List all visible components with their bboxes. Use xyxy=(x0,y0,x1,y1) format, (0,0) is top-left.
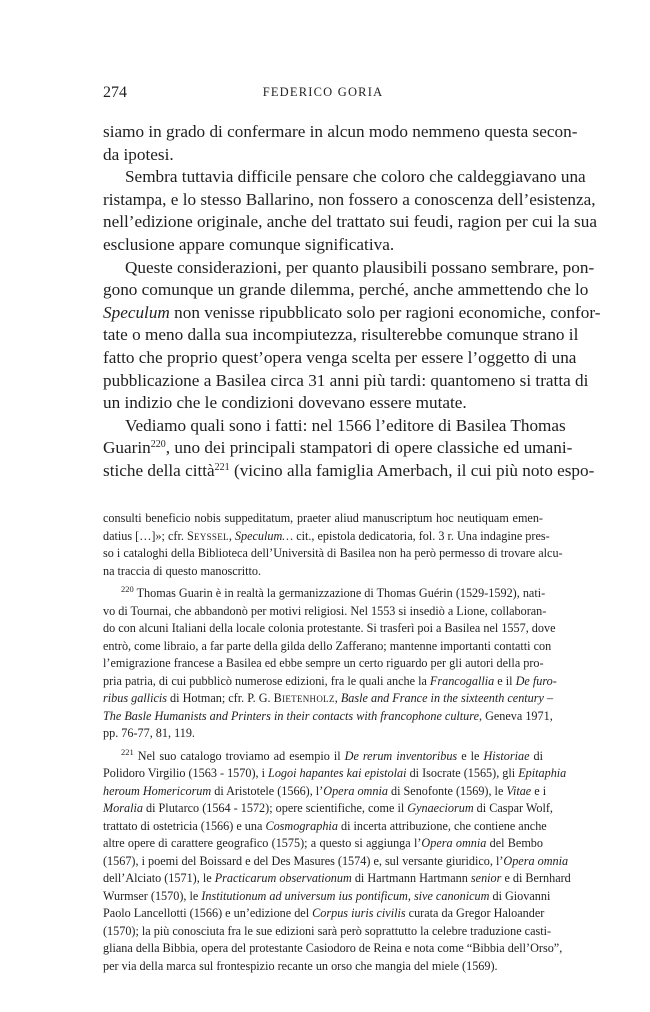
page-header xyxy=(103,84,543,106)
text-run: di Hartmann Hartmann xyxy=(351,871,471,885)
footnote-line: so i cataloghi della Biblioteca dell’Università di Basilea non ha però permesso di trovare alcu- xyxy=(103,546,563,560)
text-line: Vediamo quali sono i fatti: nel 1566 l’editore di Basilea Thomas xyxy=(125,415,566,435)
footnote-line xyxy=(103,783,547,801)
italic-title: ribus gallicis xyxy=(103,691,167,705)
text-run: di Isocrate (1565), gli xyxy=(406,766,519,780)
footnote-220 xyxy=(103,584,557,743)
footnote-line xyxy=(103,528,550,546)
footnote-line: pp. 76-77, 81, 119. xyxy=(103,726,195,740)
text-run: , uno dei principali stampatori di opere classiche ed umani- xyxy=(165,438,573,458)
footnote-line xyxy=(103,853,569,871)
footnote-line xyxy=(103,584,546,603)
footnote-line: (1570); la più conosciuta fra le sue edizioni sarà però soprattutto la celebre traduzione casti- xyxy=(103,923,552,938)
paragraph xyxy=(103,166,597,256)
footnote-line: do con alcuni Italiani della locale colonia protestante. Si trasferì poi a Basilea nel 1557, dove xyxy=(103,621,556,635)
page-number: 274 xyxy=(103,84,127,101)
text-run: curata da Gregor Haloander xyxy=(405,906,545,920)
italic-title: Vitae xyxy=(506,783,532,798)
italic-title: Opera omnia xyxy=(421,836,487,850)
paragraph xyxy=(103,257,601,415)
footnote-line xyxy=(103,673,557,691)
footnote-ref-220: 220 xyxy=(150,439,166,451)
footnote-line: gliana della Bibbia, opera del protestante Casiodoro de Reina e nota come “Bibbia dell’Orso”, xyxy=(103,941,563,955)
text-run: Guarin xyxy=(103,438,151,458)
italic-title: Speculum… xyxy=(234,528,294,543)
author-name: Bietenholz xyxy=(273,691,335,705)
paragraph xyxy=(103,121,578,166)
footnote-line xyxy=(103,870,571,888)
text-line xyxy=(103,460,595,483)
text-run: dell’Alciato (1571), le xyxy=(103,871,215,885)
text-run: Polidoro Virgilio (1563 - 1570), i xyxy=(103,766,269,780)
footnote-line: l’emigrazione francese a Basilea ed ebbe sempre un certo riguardo per gli autori della pro- xyxy=(103,656,544,670)
text-line xyxy=(103,302,601,325)
text-run: del Bembo xyxy=(486,836,543,850)
text-run: e il xyxy=(494,673,516,688)
italic-title: Cosmographia xyxy=(265,818,338,833)
italic-title: Basle and France in the sixteenth century – xyxy=(340,691,554,705)
text-run: pria patria, di cui pubblicò numerose edizioni, fra le quali anche la xyxy=(103,673,430,688)
italic-title: Logoi hapantes kai epistolai xyxy=(268,766,407,780)
text-line: fatto che proprio quest’opera venga scelta per essere l’oggetto di una xyxy=(103,347,577,367)
italic-title: De furo- xyxy=(515,673,557,688)
text-line: gono comunque un grande dilemma, perché, anche ammettendo che lo xyxy=(103,280,589,300)
text-run: altre opere di carattere geografico (1575); a questo si aggiunga l’ xyxy=(103,836,422,850)
text-run: e le xyxy=(457,748,484,763)
italic-title: Gynaeciorum xyxy=(407,801,474,815)
italic-title: heroum Homericorum xyxy=(103,783,212,798)
paragraph xyxy=(103,415,595,483)
italic-title: The Basle Humanists and Printers in their contacts with francophone culture xyxy=(103,708,479,723)
text-run: di Caspar Wolf, xyxy=(473,801,553,815)
text-run: stiche della città xyxy=(103,460,215,480)
text-line: da ipotesi. xyxy=(103,144,174,164)
text-run: , xyxy=(334,691,341,705)
footnote-line xyxy=(103,818,547,836)
italic-title: Opera omnia xyxy=(323,783,388,798)
text-line xyxy=(103,437,573,460)
main-text xyxy=(103,121,601,483)
footnote-line: vo di Tournai, che abbandonò per motivi religiosi. Nel 1553 si insediò a Lione, collaboran- xyxy=(103,603,547,618)
text-run: di Hotman; cfr. P. G. xyxy=(167,691,274,705)
text-line: pubblicazione a Basilea circa 31 anni più tardi: quantomeno si tratta di xyxy=(103,370,589,390)
text-run: di Senofonte (1569), le xyxy=(387,783,507,798)
text-line: esclusione appare comunque significativa. xyxy=(103,234,395,254)
text-line: Queste considerazioni, per quanto plausibili possano sembrare, pon- xyxy=(125,257,595,277)
text-run: di Plutarco (1564 - 1572); opere scientifiche, come il xyxy=(142,801,408,815)
text-line: siamo in grado di confermare in alcun modo nemmeno questa secon- xyxy=(103,122,578,141)
italic-title: Corpus iuris civilis xyxy=(312,906,406,920)
text-run: (1567), i poemi del Boissard e del Des Masures (1574) e, sul versante giuridico, l’ xyxy=(103,853,504,868)
author-name: Seyssel xyxy=(186,528,229,543)
italic-title: Epitaphia xyxy=(518,766,567,780)
running-head: FEDERICO GORIA xyxy=(262,85,384,99)
text-run: e di Bernhard xyxy=(501,871,571,885)
text-line: nell’edizione originale, anche del trattato sui feudi, ragion per cui la sua xyxy=(103,212,597,232)
text-line: tate o meno dalla sua incompiutezza, risulterebbe comunque strano il xyxy=(103,325,579,345)
text-run: non venisse ripubblicato solo per ragioni economiche, confor- xyxy=(169,302,601,322)
text-line: Sembra tuttavia difficile pensare che coloro che caldeggiavano una xyxy=(125,167,586,187)
text-run: (vicino alla famiglia Amerbach, il cui più noto espo- xyxy=(229,460,595,480)
text-run: trattato di ostetricia (1566) e una xyxy=(103,818,266,833)
footnote-number: 220 xyxy=(121,584,134,594)
italic-title: Institutionum ad universum ius pontificum, sive canonicum xyxy=(201,888,490,903)
footnote-line xyxy=(103,888,551,906)
italic-title: Moralia xyxy=(103,801,143,815)
text-run: cit., epistola dedicatoria, fol. 3 r. Una indagine pres- xyxy=(293,528,550,543)
footnote-line xyxy=(103,765,567,783)
footnote-line xyxy=(103,748,543,766)
text-run: di Aristotele (1566), l’ xyxy=(211,783,324,798)
footnote-line: consulti beneficio nobis suppeditatum, praeter aliud manuscriptum hoc neutiquam emen- xyxy=(103,511,543,525)
footnote-line xyxy=(103,835,543,853)
footnote-line: na traccia di questo manoscritto. xyxy=(103,563,262,578)
italic-title: Historiae xyxy=(483,748,530,763)
text-run: Thomas Guarin è in realtà la germanizzazione di Thomas Guérin (1529-1592), nati- xyxy=(133,586,546,600)
footnote-line xyxy=(103,708,553,726)
text-run: Paolo Lancellotti (1566) e un’edizione del xyxy=(103,906,313,920)
text-run: Wurmser (1570), le xyxy=(103,888,202,903)
italic-title: Speculum xyxy=(103,302,170,322)
italic-title: Francogallia xyxy=(429,673,495,688)
italic-title: senior xyxy=(470,871,502,885)
footnote-line: entrò, come libraio, a far parte della gilda dello Zafferano; mantenne importanti contatti con xyxy=(103,638,552,653)
footnote-number: 221 xyxy=(121,746,134,757)
text-run: di Giovanni xyxy=(489,888,551,903)
footnote-ref-221: 221 xyxy=(214,461,230,473)
italic-title: De rerum inventoribus xyxy=(344,748,458,763)
footnote-line xyxy=(103,800,553,818)
italic-title: Opera omnia xyxy=(503,853,569,868)
text-run: Nel suo catalogo troviamo ad esempio il xyxy=(133,748,345,763)
footnote-continuation xyxy=(103,510,563,580)
text-run: , Geneva 1971, xyxy=(478,708,553,723)
footnotes xyxy=(103,510,571,975)
footnote-line xyxy=(103,905,543,923)
text-run: di xyxy=(529,748,544,763)
text-run: e i xyxy=(531,783,547,798)
text-line: ristampa, e lo stesso Ballarino, non fossero a conoscenza dell’esistenza, xyxy=(103,189,596,209)
text-line: un indizio che le condizioni dovevano essere mutate. xyxy=(103,393,467,413)
text-run: datius […]»; cfr. xyxy=(103,528,187,543)
footnote-line xyxy=(103,690,554,708)
text-run: di incerta attribuzione, che contiene anche xyxy=(337,818,547,833)
italic-title: Practicarum observationum xyxy=(214,871,352,885)
text-run: , xyxy=(228,528,235,543)
footnote-line: per via della marca sul frontespizio recante un orso che mangia del miele (1569). xyxy=(103,958,498,973)
footnote-221 xyxy=(103,746,571,976)
